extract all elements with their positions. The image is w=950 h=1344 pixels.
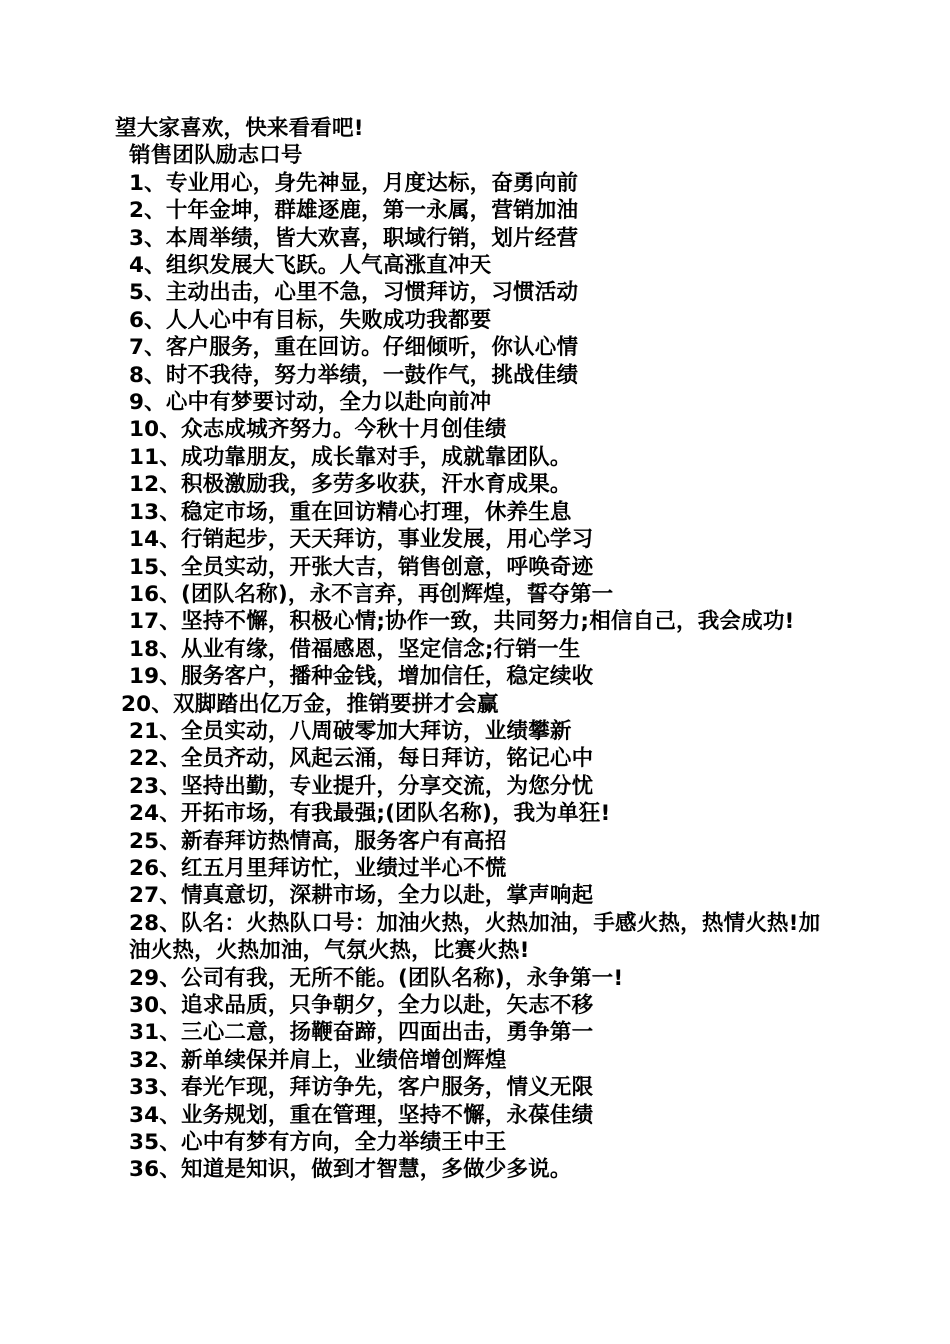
slogan-item: 19、服务客户，播种金钱，增加信任，稳定续收 xyxy=(129,664,594,690)
slogan-item: 3、本周举绩，皆大欢喜，职域行销，划片经营 xyxy=(129,225,579,251)
intro-line: 望大家喜欢，快来看看吧! xyxy=(115,116,364,141)
slogan-item: 13、稳定市场，重在回访精心打理，休养生息 xyxy=(129,499,572,525)
slogan-item: 30、追求品质，只争朝夕，全力以赴，矢志不移 xyxy=(129,993,594,1018)
slogan-item: 1、专业用心，身先神显，月度达标，奋勇向前 xyxy=(129,170,579,196)
slogan-item: 15、全员实动，开张大吉，销售创意，呼唤奇迹 xyxy=(129,554,594,580)
slogan-item: 12、积极激励我，多劳多收获，汗水育成果。 xyxy=(129,472,572,498)
slogan-item: 33、春光乍现，拜访争先，客户服务，情义无限 xyxy=(129,1075,594,1101)
slogan-item: 6、人人心中有目标，失败成功我都要 xyxy=(129,307,492,333)
slogan-item: 18、从业有缘，借福感恩，坚定信念;行销一生 xyxy=(129,636,581,662)
slogan-item: 20、双脚踏出亿万金，推销要拼才会赢 xyxy=(121,691,499,717)
slogan-item: 32、新单续保并肩上，业绩倍增创辉煌 xyxy=(129,1047,507,1073)
slogan-item: 14、行销起步，天天拜访，事业发展，用心学习 xyxy=(129,527,594,553)
slogan-item: 35、心中有梦有方向，全力举绩王中王 xyxy=(129,1130,507,1156)
slogan-item: 4、组织发展大飞跃。人气高涨直冲天 xyxy=(129,253,492,279)
slogan-item: 9、心中有梦要讨动，全力以赴向前冲 xyxy=(129,390,492,416)
slogan-item: 22、全员齐动，风起云涌，每日拜访，铭记心中 xyxy=(129,746,594,772)
slogan-item: 16、(团队名称)，永不言弃，再创辉煌，誓夺第一 xyxy=(129,581,614,607)
slogan-item: 26、红五月里拜访忙，业绩过半心不慌 xyxy=(129,855,507,881)
document-body xyxy=(115,115,835,1184)
slogan-item: 5、主动出击，心里不急，习惯拜访，习惯活动 xyxy=(129,280,579,306)
slogan-item: 23、坚持出勤，专业提升，分享交流，为您分忧 xyxy=(129,773,594,799)
slogan-item: 34、业务规划，重在管理，坚持不懈，永葆佳绩 xyxy=(129,1102,594,1128)
slogan-item: 25、新春拜访热情高，服务客户有高招 xyxy=(129,828,507,854)
slogan-item: 31、三心二意，扬鞭奋蹄，四面出击，勇争第一 xyxy=(129,1020,594,1046)
slogan-item: 17、坚持不懈，积极心情;协作一致，共同努力;相信自己，我会成功! xyxy=(129,609,795,635)
slogan-item: 7、客户服务，重在回访。仔细倾听，你认心情 xyxy=(129,335,579,361)
slogan-item: 21、全员实动，八周破零加大拜访，业绩攀新 xyxy=(129,718,572,744)
slogan-item: 36、知道是知识，做到才智慧，多做少多说。 xyxy=(129,1157,572,1183)
slogan-item: 11、成功靠朋友，成长靠对手，成就靠团队。 xyxy=(129,444,572,470)
slogan-item: 2、十年金坤，群雄逐鹿，第一永属，营销加油 xyxy=(129,198,579,224)
slogan-item: 24、开拓市场，有我最强;(团队名称)，我为单狂! xyxy=(129,801,611,827)
slogan-item: 27、情真意切，深耕市场，全力以赴，掌声响起 xyxy=(129,883,594,909)
slogan-item: 29、公司有我，无所不能。(团队名称)，永争第一! xyxy=(129,965,624,991)
slogan-item: 8、时不我待，努力举绩，一鼓作气，挑战佳绩 xyxy=(129,362,579,388)
slogan-item: 28、队名：火热队口号：加油火热，火热加油，手感火热，热情火热!加油火热，火热加油，气氛火热，比赛火热! xyxy=(129,910,821,964)
document-heading: 销售团队励志口号 xyxy=(129,143,303,169)
slogan-item: 10、众志成城齐努力。今秋十月创佳绩 xyxy=(129,417,507,443)
